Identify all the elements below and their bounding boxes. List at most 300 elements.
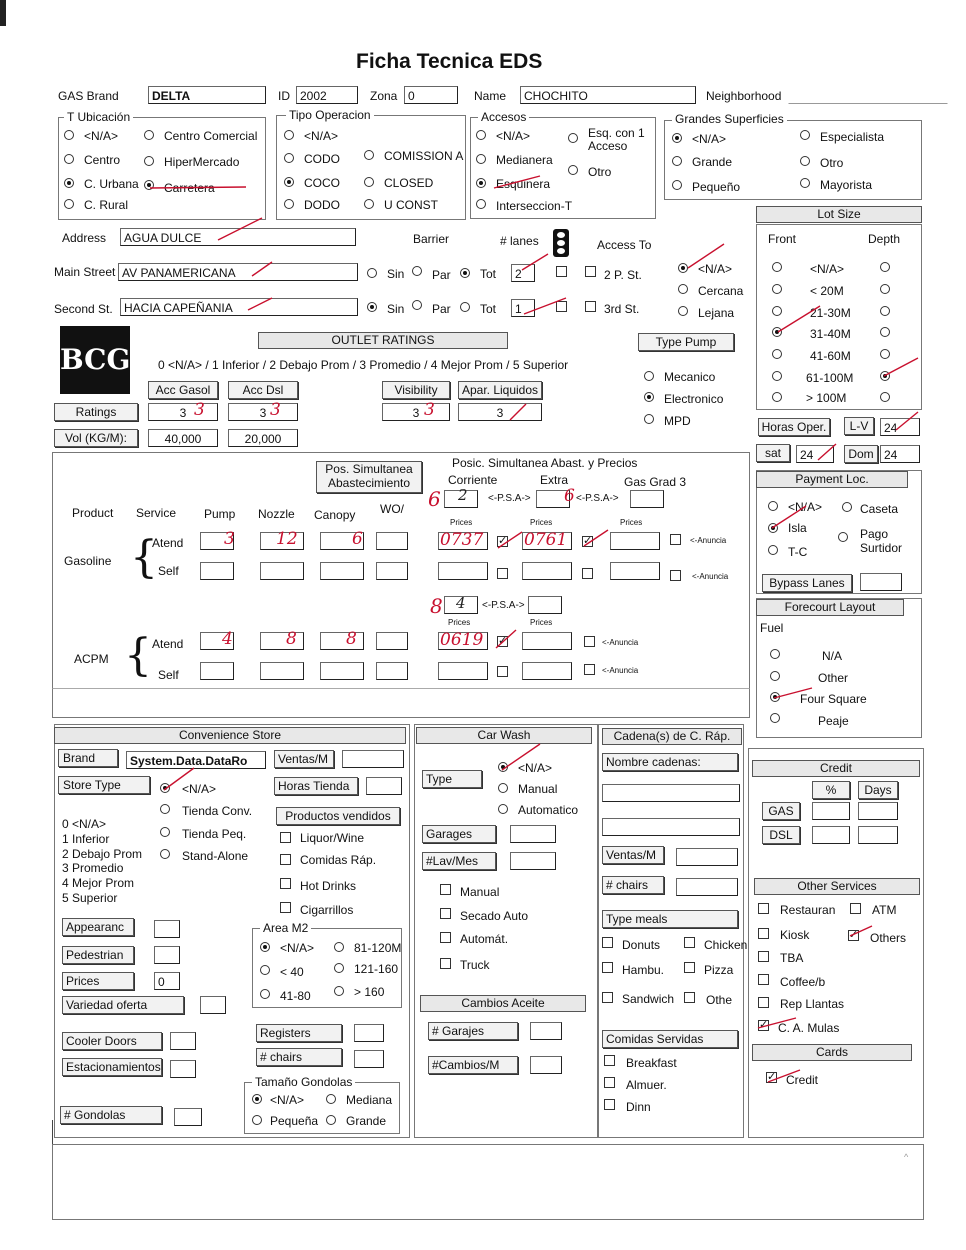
conv-brand-field[interactable]: System.Data.DataRo: [126, 751, 266, 769]
gas-self-anuncia-corriente-check[interactable]: [497, 568, 508, 579]
service-check-coffee[interactable]: [758, 974, 769, 985]
conv-chairs-label: # chairs: [256, 1048, 342, 1066]
vol-label: Vol (KG/M):: [54, 429, 138, 447]
tam-radio-mediana[interactable]: [326, 1094, 336, 1104]
forecourt-fuel-label: Fuel: [760, 621, 784, 635]
wash-check-automat[interactable]: [440, 932, 451, 943]
lot-front-radio-2[interactable]: [772, 306, 782, 316]
hw-gas-nozzle: 12: [276, 529, 298, 549]
product-check-cigarrillos[interactable]: [280, 902, 291, 913]
accesos-radio-na[interactable]: [476, 130, 486, 140]
store-radio-tienda-peq[interactable]: [160, 827, 170, 837]
payment-radio-caseta[interactable]: [842, 502, 852, 512]
forecourt-radio-four-square[interactable]: [770, 692, 780, 702]
comida-check-dinn[interactable]: [604, 1099, 615, 1110]
appearance-label: Appearanc: [62, 918, 134, 936]
meal-label-chicken: Chicken: [704, 938, 748, 952]
cadena-ventas-label: Ventas/M: [602, 846, 664, 864]
comida-label-breakfast: Breakfast: [626, 1056, 677, 1070]
forecourt-radio-na[interactable]: [770, 649, 780, 659]
garajes-field[interactable]: [530, 1022, 562, 1040]
credit-dsl-pct-field[interactable]: [812, 826, 850, 844]
type-pump-button[interactable]: Type Pump: [638, 333, 734, 351]
lot-size-label-1: < 20M: [810, 284, 844, 298]
other-services-title: Other Services: [754, 878, 920, 895]
hw-acpm-corr-pos: 4: [456, 594, 466, 612]
gasoline-atend-label: Atend: [152, 536, 184, 550]
access-label-lejana: Lejana: [698, 306, 735, 320]
hw-acpm-canopy: 8: [346, 629, 357, 649]
name-label: Name: [474, 89, 507, 103]
meal-check-pizza[interactable]: [684, 962, 695, 973]
accesos-radio-esquinera[interactable]: [476, 178, 486, 188]
forecourt-label-other: Other: [818, 671, 849, 685]
credit-gas-days-field[interactable]: [858, 802, 898, 820]
service-check-ca-mulas[interactable]: ✓: [759, 1019, 769, 1031]
lot-front-radio-6[interactable]: [772, 392, 782, 402]
hw-rating-acc-gasol: 3: [194, 400, 205, 420]
conv-ventas-label: Ventas/M: [274, 750, 334, 768]
acpm-self-label: Self: [158, 668, 179, 682]
lanes-label: # lanes: [500, 234, 539, 248]
tam-radio-pequena[interactable]: [252, 1115, 262, 1125]
acpm-self-anuncia-check-1[interactable]: [497, 666, 508, 677]
gas-self-pump-field[interactable]: [200, 562, 234, 580]
main-barrier-radio-par[interactable]: [412, 266, 422, 276]
service-label-others: Others: [870, 931, 907, 945]
gas-self-anuncia-grad3-check[interactable]: [670, 570, 681, 581]
area-label-gt160: > 160: [354, 985, 385, 999]
product-check-hot-drinks[interactable]: [280, 878, 291, 889]
area-radio-41-80[interactable]: [260, 989, 270, 999]
vol-dsl-field[interactable]: 20,000: [228, 429, 298, 447]
store-radio-na[interactable]: [160, 783, 170, 793]
main-lanes-check[interactable]: [556, 266, 567, 277]
estacionamientos-field[interactable]: [170, 1060, 196, 1078]
accesos-radio-esq[interactable]: [568, 133, 578, 143]
acpm-atend-anuncia-label: <-Anuncia: [602, 638, 639, 647]
zona-label: Zona: [370, 89, 398, 103]
gondolas-field[interactable]: [174, 1108, 202, 1126]
access-3rd-check[interactable]: [585, 301, 596, 312]
lot-depth-radio-4[interactable]: [880, 349, 890, 359]
gas-atend-anuncia-grad3-check[interactable]: [670, 534, 681, 545]
grandes-radio-mayorista[interactable]: [800, 178, 810, 188]
nombre-cadenas-label: Nombre cadenas:: [602, 753, 738, 771]
credit-dsl-label: DSL: [762, 826, 800, 844]
carwash-radio-na[interactable]: [498, 762, 508, 772]
scroll-up-icon[interactable]: ^: [904, 1152, 909, 1162]
grandes-label-mayorista: Mayorista: [820, 178, 873, 192]
cards-credit-check[interactable]: ✓: [767, 1071, 777, 1083]
sat-hours-field[interactable]: 24: [796, 445, 834, 463]
main-street-field[interactable]: AV PANAMERICANA: [118, 263, 358, 281]
tam-label-na: <N/A>: [270, 1093, 305, 1107]
registers-field[interactable]: [354, 1024, 384, 1042]
acpm-atend-anuncia-check-1[interactable]: ✓: [498, 635, 508, 647]
ubicacion-label-na: <N/A>: [84, 129, 119, 143]
gas-self-wo-field[interactable]: [376, 562, 408, 580]
acpm-extra-pos-field[interactable]: [528, 596, 562, 614]
grandes-radio-otro[interactable]: [800, 156, 810, 166]
grandes-radio-especialista[interactable]: [800, 130, 810, 140]
grandes-title: Grandes Superficies: [672, 112, 787, 126]
lv-label: L-V: [844, 417, 874, 435]
address-field[interactable]: AGUA DULCE: [120, 228, 356, 246]
cards-credit-label: Credit: [786, 1073, 819, 1087]
pump-label-mpd: MPD: [664, 414, 691, 428]
second-barrier-radio-tot[interactable]: [460, 302, 470, 312]
tipo-radio-closed[interactable]: [364, 177, 374, 187]
area-label-lt40: < 40: [280, 965, 304, 979]
gas-atend-price-grad3-field[interactable]: [610, 532, 660, 550]
lot-front-radio-4[interactable]: [772, 349, 782, 359]
area-radio-gt160[interactable]: [334, 986, 344, 996]
conv-chairs-field[interactable]: [354, 1050, 384, 1068]
grandes-radio-grande[interactable]: [672, 156, 682, 166]
acpm-atend-anuncia-check-2[interactable]: [584, 636, 595, 647]
lot-size-label-2: 21-30M: [810, 306, 851, 320]
carwash-radio-automatico[interactable]: [498, 804, 508, 814]
zona-field[interactable]: 0: [404, 86, 458, 104]
tipo-label-coco: COCO: [304, 176, 340, 190]
gas-atend-anuncia-corriente-check[interactable]: ✓: [498, 535, 508, 547]
gas-atend-wo-field[interactable]: [376, 532, 408, 550]
lot-depth-radio-1[interactable]: [880, 284, 890, 294]
acpm-self-nozzle-field[interactable]: [260, 662, 304, 680]
cooler-doors-field[interactable]: [170, 1032, 196, 1050]
gas-self-price-corriente-field[interactable]: [438, 562, 488, 580]
carwash-radio-manual[interactable]: [498, 783, 508, 793]
forecourt-title: Forecourt Layout: [756, 599, 904, 616]
tam-label-grande: Grande: [346, 1114, 387, 1128]
forecourt-label-four-square: Four Square: [800, 692, 867, 706]
credit-pct-label: %: [812, 781, 850, 799]
lot-front-radio-1[interactable]: [772, 284, 782, 294]
accesos-label-esquinera: Esquinera: [496, 177, 551, 191]
store-radio-stand-alone[interactable]: [160, 849, 170, 859]
conv-scale-5: 5 Superior: [62, 891, 118, 905]
pump-label-mecanico: Mecanico: [664, 370, 716, 384]
conv-scale-3: 3 Promedio: [62, 861, 124, 875]
credit-days-label: Days: [858, 781, 898, 799]
service-check-others[interactable]: ✓: [849, 929, 859, 941]
acpm-self-price-field[interactable]: [438, 662, 488, 680]
service-header: Service: [136, 506, 177, 520]
acpm-prices-label-2: Prices: [530, 618, 553, 627]
acc-gasol-header: Acc Gasol: [148, 381, 218, 399]
main-barrier-label-sin: Sin: [387, 267, 405, 281]
wash-check-secado[interactable]: [440, 908, 451, 919]
conv-ventas-field[interactable]: [342, 750, 404, 768]
lot-depth-radio-2[interactable]: [880, 306, 890, 316]
lot-depth-radio-0[interactable]: [880, 262, 890, 272]
tam-radio-na[interactable]: [252, 1094, 262, 1104]
gas-self-anuncia-label: <-Anuncia: [692, 572, 729, 581]
service-check-tba[interactable]: [758, 951, 769, 962]
vol-gasol-field[interactable]: 40,000: [148, 429, 218, 447]
product-check-liquor[interactable]: [280, 832, 291, 843]
ubicacion-radio-centro[interactable]: [64, 154, 74, 164]
ubicacion-label-centro: Centro: [84, 153, 121, 167]
acpm-atend-canopy-field[interactable]: [320, 632, 364, 650]
acpm-self-wo-field[interactable]: [376, 662, 408, 680]
pump-radio-electronico[interactable]: [644, 392, 654, 402]
gas-grad-3-label: Gas Grad 3: [624, 475, 687, 489]
tam-label-mediana: Mediana: [346, 1093, 393, 1107]
posic-simultanea-label: Posic. Simultanea Abast. y Precios: [452, 456, 638, 470]
payment-label-na: <N/A>: [788, 500, 823, 514]
gas-self-nozzle-field[interactable]: [260, 562, 304, 580]
product-label-liquor: Liquor/Wine: [300, 831, 365, 845]
gas-brand-label: GAS Brand: [58, 89, 119, 103]
accesos-radio-medianera[interactable]: [476, 154, 486, 164]
main-street-label: Main Street: [54, 265, 116, 279]
lot-front-radio-3[interactable]: [772, 327, 782, 337]
comida-label-dinn: Dinn: [626, 1100, 651, 1114]
gasoline-label: Gasoline: [64, 554, 112, 568]
hw-gas-price-extra: 0761: [524, 530, 568, 550]
dom-hours-field[interactable]: 24: [880, 445, 920, 463]
scan-margin-mark: [0, 0, 6, 26]
ubicacion-title: T Ubicación: [64, 110, 133, 124]
access-radio-cercana[interactable]: [678, 284, 688, 294]
acpm-atend-nozzle-field[interactable]: [260, 632, 304, 650]
nombre-cadenas-field-2[interactable]: [602, 818, 740, 836]
area-radio-na[interactable]: [260, 942, 270, 952]
gas-self-price-grad3-field[interactable]: [610, 562, 660, 580]
prices-rating-field[interactable]: 0: [154, 972, 180, 990]
hw-gas-canopy: 6: [352, 529, 363, 549]
service-check-rep-llantas[interactable]: [758, 997, 769, 1008]
credit-gas-pct-field[interactable]: [812, 802, 850, 820]
visibility-header: Visibility: [382, 381, 450, 399]
garajes-label: # Garajes: [428, 1022, 518, 1040]
main-barrier-radio-sin[interactable]: [367, 268, 377, 278]
main-lanes-field[interactable]: 2: [511, 264, 535, 282]
lot-depth-radio-3[interactable]: [880, 327, 890, 337]
horas-oper-label: Horas Oper.: [758, 418, 830, 436]
grandes-radio-pequeno[interactable]: [672, 180, 682, 190]
accesos-radio-interseccion[interactable]: [476, 199, 486, 209]
gas-grad-pos-field[interactable]: [630, 490, 664, 508]
gas-psa-label-2: <-P.S.A->: [576, 493, 619, 504]
rating-acc-dsl-field[interactable]: 3: [228, 403, 298, 421]
cadena-ventas-field[interactable]: [676, 848, 738, 866]
area-radio-121-160[interactable]: [334, 963, 344, 973]
accesos-radio-otro[interactable]: [568, 165, 578, 175]
cambios-aceite-title: Cambios Aceite: [420, 995, 586, 1012]
pedestrian-field[interactable]: [154, 946, 180, 964]
second-barrier-radio-par[interactable]: [412, 300, 422, 310]
meal-check-hambu[interactable]: [602, 962, 613, 973]
product-check-comidas[interactable]: [280, 854, 291, 865]
acpm-prices-label-1: Prices: [448, 618, 471, 627]
grandes-label-especialista: Especialista: [820, 130, 885, 144]
tipo-radio-codo[interactable]: [284, 153, 294, 163]
accesos-title: Accesos: [478, 110, 529, 124]
wash-label-truck: Truck: [460, 958, 490, 972]
pedestrian-label: Pedestrian: [62, 946, 134, 964]
payment-radio-isla[interactable]: [768, 523, 778, 533]
store-label-na: <N/A>: [182, 782, 217, 796]
lot-front-radio-5[interactable]: [772, 371, 782, 381]
credit-gas-label: GAS: [762, 802, 800, 820]
access-3rd-label: 3rd St.: [604, 302, 640, 316]
comida-check-almuer[interactable]: [604, 1077, 615, 1088]
lot-front-radio-0[interactable]: [772, 262, 782, 272]
store-radio-tienda-conv[interactable]: [160, 804, 170, 814]
meal-check-othe[interactable]: [684, 992, 695, 1003]
name-field[interactable]: CHOCHITO: [520, 86, 696, 104]
credit-title: Credit: [752, 760, 920, 777]
cadena-chairs-label: # chairs: [602, 876, 664, 894]
tamano-gondolas-title: Tamaño Gondolas: [252, 1075, 355, 1089]
type-meals-label: Type meals: [602, 910, 738, 928]
meal-check-chicken[interactable]: [684, 937, 695, 948]
ubicacion-radio-hipermercado[interactable]: [144, 156, 154, 166]
acpm-self-canopy-field[interactable]: [320, 662, 364, 680]
id-field[interactable]: 2002: [296, 86, 358, 104]
cooler-doors-label: Cooler Doors: [62, 1032, 162, 1050]
tipo-radio-u-const[interactable]: [364, 199, 374, 209]
gas-atend-anuncia-extra-check[interactable]: ✓: [583, 535, 593, 547]
credit-dsl-days-field[interactable]: [858, 826, 898, 844]
wash-label-automat: Automát.: [460, 932, 509, 946]
rating-apar-field[interactable]: 3: [458, 403, 542, 421]
tipo-radio-dodo[interactable]: [284, 199, 294, 209]
hw-gas-extra-pos: 6: [564, 486, 575, 506]
ubicacion-radio-c-rural[interactable]: [64, 199, 74, 209]
ubicacion-label-carretera: Carretera: [164, 181, 215, 195]
garages-label: Garages: [422, 825, 496, 843]
prices-label-grad3: Prices: [620, 518, 643, 527]
acpm-atend-wo-field[interactable]: [376, 632, 408, 650]
tam-label-pequena: Pequeña: [270, 1114, 319, 1128]
accesos-label-na: <N/A>: [496, 129, 531, 143]
conv-horas-tienda-field[interactable]: [366, 777, 402, 795]
gasoline-brace: {: [130, 532, 158, 583]
lot-depth-radio-6[interactable]: [880, 392, 890, 402]
outlet-ratings-title: OUTLET RATINGS: [258, 332, 508, 349]
meal-check-sandwich[interactable]: [602, 992, 613, 1003]
payment-label-caseta: Caseta: [860, 502, 899, 516]
grandes-radio-na[interactable]: [672, 133, 682, 143]
access-radio-na[interactable]: [678, 263, 688, 273]
gas-self-canopy-field[interactable]: [320, 562, 364, 580]
barrier-label: Barrier: [413, 232, 450, 246]
notes-area[interactable]: [52, 1144, 924, 1220]
lot-size-label-4: 41-60M: [810, 349, 851, 363]
main-barrier-label-tot: Tot: [480, 267, 497, 281]
acpm-self-pump-field[interactable]: [200, 662, 234, 680]
tam-radio-grande[interactable]: [326, 1115, 336, 1125]
cadena-title: Cadena(s) de C. Ráp.: [602, 728, 742, 745]
ubicacion-radio-na[interactable]: [64, 130, 74, 140]
tipo-label-na: <N/A>: [304, 129, 339, 143]
ratings-label: Ratings: [54, 403, 138, 421]
acpm-atend-price-2-field[interactable]: [522, 632, 572, 650]
hw-acpm-pump: 4: [222, 629, 233, 649]
gas-self-price-extra-field[interactable]: [522, 562, 572, 580]
acpm-self-price-2-field[interactable]: [522, 662, 572, 680]
store-label-tienda-peq: Tienda Peq.: [182, 827, 247, 841]
comida-check-breakfast[interactable]: [604, 1055, 615, 1066]
comidas-servidas-label: Comidas Servidas: [602, 1030, 738, 1048]
gas-brand-field[interactable]: DELTA: [148, 86, 266, 104]
acpm-self-anuncia-label: <-Anuncia: [602, 666, 639, 675]
variedad-oferta-field[interactable]: [200, 996, 226, 1014]
ubicacion-radio-carretera[interactable]: [144, 180, 154, 190]
lv-hours-field[interactable]: 24: [880, 418, 920, 436]
lav-mes-field[interactable]: [510, 852, 556, 870]
conv-scale-4: 4 Mejor Prom: [62, 876, 135, 890]
canopy-header: Canopy: [314, 508, 356, 522]
rating-visibility-field[interactable]: 3: [382, 403, 450, 421]
accesos-label-esq: Esq. con 1 Acceso: [588, 126, 645, 153]
bypass-lanes-field[interactable]: [860, 573, 902, 591]
second-street-field[interactable]: HACIA CAPEÑANIA: [120, 298, 358, 316]
neighborhood-field[interactable]: [788, 86, 948, 104]
payment-radio-na[interactable]: [768, 501, 778, 511]
forecourt-radio-peaje[interactable]: [770, 713, 780, 723]
service-label-tba: TBA: [780, 951, 804, 965]
area-radio-lt40[interactable]: [260, 965, 270, 975]
cadena-chairs-field[interactable]: [676, 878, 738, 896]
area-radio-81-120[interactable]: [334, 942, 344, 952]
tipo-radio-na[interactable]: [284, 130, 294, 140]
payment-radio-pago-surtidor[interactable]: [838, 532, 848, 542]
service-check-restauran[interactable]: [758, 903, 769, 914]
second-barrier-radio-sin[interactable]: [367, 302, 377, 312]
ubicacion-radio-centro-comercial[interactable]: [144, 130, 154, 140]
apar-liquidos-header: Apar. Liquidos: [458, 381, 542, 399]
wash-check-manual[interactable]: [440, 884, 451, 895]
access-2p-check[interactable]: [585, 266, 596, 277]
forecourt-radio-other[interactable]: [770, 671, 780, 681]
meal-label-pizza: Pizza: [704, 963, 734, 977]
garages-field[interactable]: [510, 825, 556, 843]
ubicacion-radio-c-urbana[interactable]: [64, 178, 74, 188]
tipo-radio-coco[interactable]: [284, 177, 294, 187]
service-check-kiosk[interactable]: [758, 928, 769, 939]
gas-self-anuncia-extra-check[interactable]: [582, 568, 593, 579]
page-title: Ficha Tecnica EDS: [356, 50, 543, 73]
second-lanes-check[interactable]: [556, 301, 567, 312]
second-lanes-field[interactable]: 1: [511, 299, 535, 317]
payment-radio-tc[interactable]: [768, 545, 778, 555]
acpm-self-anuncia-check-2[interactable]: [584, 664, 595, 675]
wo-header: WO/: [380, 502, 404, 516]
pump-radio-mpd[interactable]: [644, 414, 654, 424]
access-label-na: <N/A>: [698, 262, 733, 276]
ubicacion-label-centro-comercial: Centro Comercial: [164, 129, 258, 143]
accesos-label-medianera: Medianera: [496, 153, 553, 167]
appearance-field[interactable]: [154, 920, 180, 938]
lot-depth-radio-5[interactable]: [880, 371, 890, 381]
cambios-mes-field[interactable]: [530, 1056, 562, 1074]
pump-radio-mecanico[interactable]: [644, 371, 654, 381]
tipo-radio-comission[interactable]: [364, 150, 374, 160]
wash-check-truck[interactable]: [440, 958, 451, 969]
convenience-title: Convenience Store: [54, 727, 406, 744]
main-barrier-radio-tot[interactable]: [460, 268, 470, 278]
access-radio-lejana[interactable]: [678, 306, 688, 316]
rating-acc-gasol-field[interactable]: 3: [148, 403, 218, 421]
nombre-cadenas-field-1[interactable]: [602, 784, 740, 802]
meal-check-donuts[interactable]: [602, 937, 613, 948]
service-check-atm[interactable]: [850, 903, 861, 914]
